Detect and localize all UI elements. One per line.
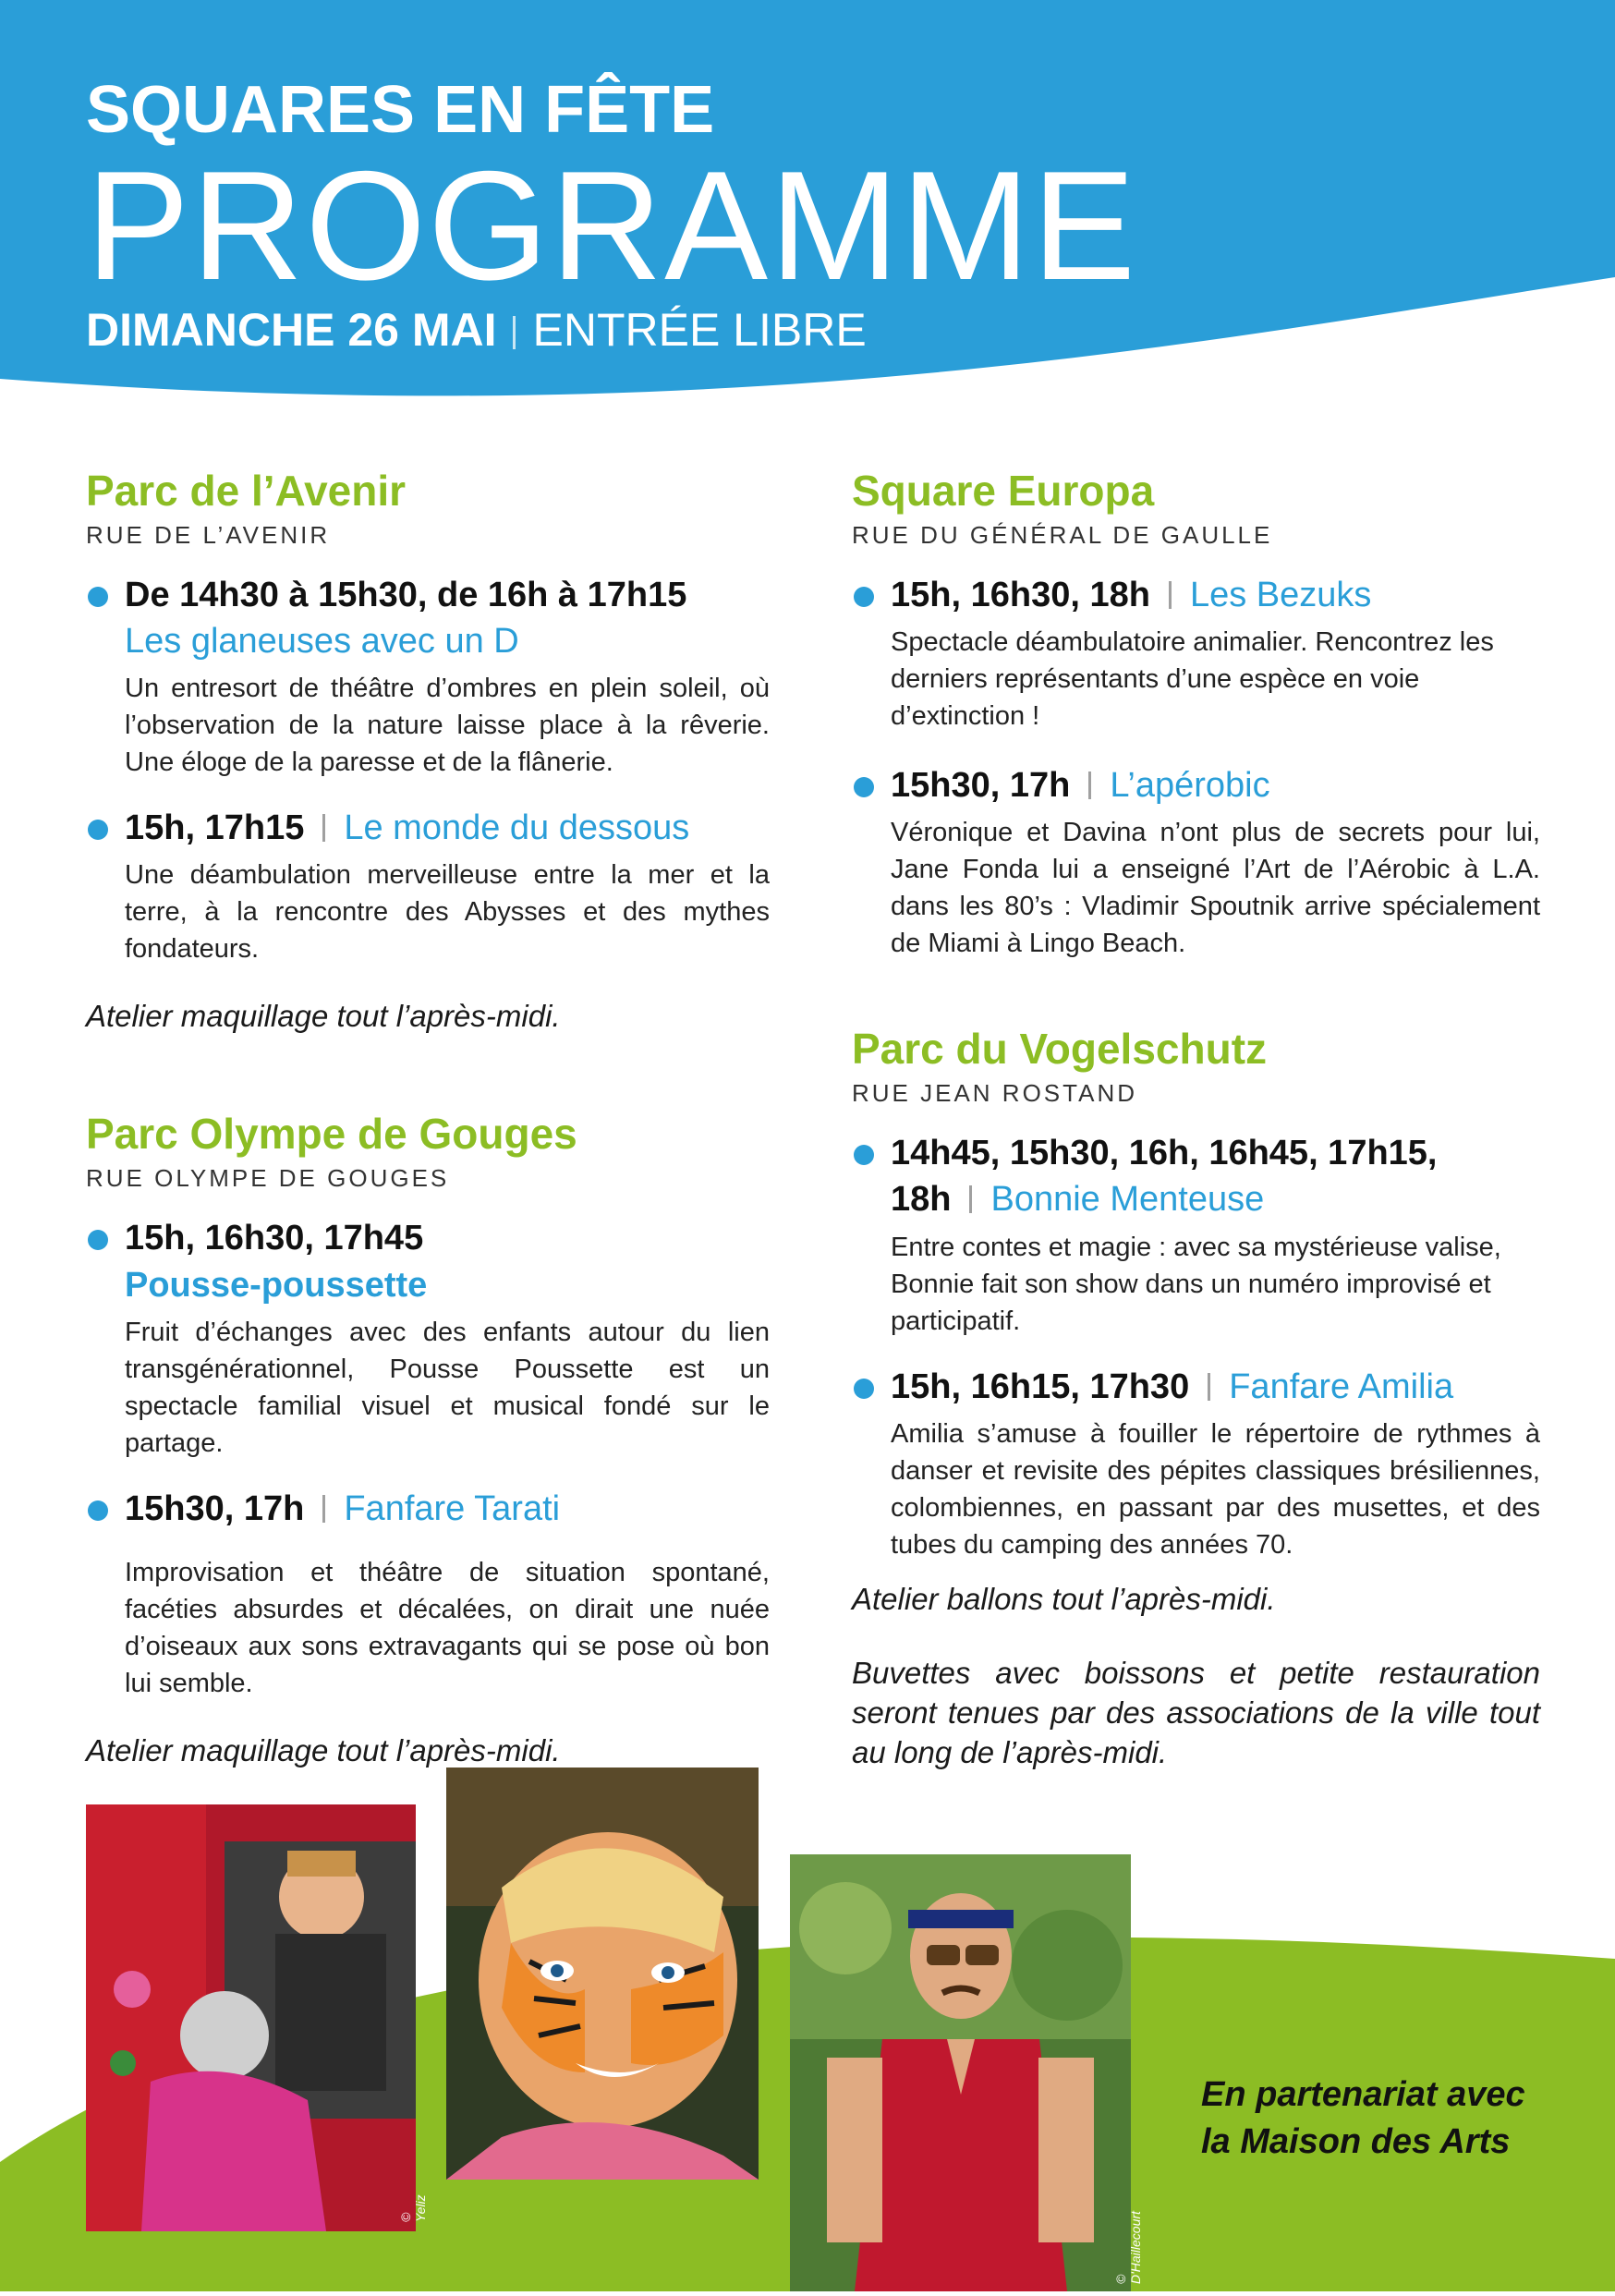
event-title: Bonnie Menteuse <box>990 1180 1265 1220</box>
park-street: RUE OLYMPE DE GOUGES <box>86 1164 450 1193</box>
bullet-icon <box>88 820 108 840</box>
event-title: Le monde du dessous <box>344 808 690 848</box>
partner-line-1: En partenariat avec <box>1201 2075 1525 2114</box>
event-time: 15h30, 17h <box>891 766 1071 806</box>
event-title: Fanfare Amilia <box>1229 1367 1454 1406</box>
header-date-line <box>86 303 867 357</box>
park-street: RUE DE L’AVENIR <box>86 520 331 549</box>
right-column <box>852 467 1540 1772</box>
event-description: Fruit d’échanges avec des enfants autour du lien transgénérationnel, Pousse Poussette est un spectacle familial visuel et musical fondé sur le partage. <box>125 1317 770 1458</box>
park-name: Parc de l’Avenir <box>86 467 407 515</box>
activity-note: Atelier maquillage tout l’après-midi. <box>86 999 561 1034</box>
event-item <box>852 1364 1540 1563</box>
event-item <box>86 1486 770 1702</box>
bullet-icon <box>88 587 108 607</box>
park-street: RUE DU GÉNÉRAL DE GAULLE <box>852 520 1273 549</box>
photo-tiger-face-child <box>446 1768 759 2180</box>
park-street: RUE JEAN ROSTAND <box>852 1079 1137 1108</box>
event-description: Véronique et Davina n’ont plus de secrets pour lui, Jane Fonda lui a enseigné l’Art de l’Aérobic à L.A. dans les 80’s : Vladimir Spoutnik arrive spécialement de Miami à Lingo Beach. <box>891 818 1540 959</box>
photo-credit: © D'Haillecourt <box>1113 2211 1143 2284</box>
event-title: Les Bezuks <box>1189 575 1372 614</box>
event-description: Spectacle déambulatoire animalier. Rencontrez les derniers représentants d’une espèce en voie d’extinction ! <box>891 627 1494 732</box>
bullet-icon <box>854 1145 874 1165</box>
bullet-icon <box>88 1500 108 1521</box>
event-time: De 14h30 à 15h30, de 16h à 17h15 <box>125 575 687 614</box>
event-item <box>86 805 770 967</box>
event-item <box>86 572 770 781</box>
event-heading <box>125 805 770 851</box>
event-description: Un entresort de théâtre d’ombres en plein soleil, où l’observation de la nature laisse place à la rêverie. Une éloge de la paresse et de la flânerie. <box>125 674 770 778</box>
separator <box>1169 581 1172 609</box>
separator <box>969 1185 972 1213</box>
separator <box>322 814 325 842</box>
event-title: L’apérobic <box>1110 766 1270 806</box>
separator <box>322 1495 325 1523</box>
header-subtitle: PROGRAMME <box>86 139 1138 312</box>
event-item <box>852 1130 1540 1339</box>
photo-face-painting-adult <box>86 1804 428 2231</box>
separator <box>1088 771 1091 799</box>
buvette-note: Buvettes avec boissons et petite restauration seront tenues par des associations de la ville tout au long de l’après-midi. <box>852 1655 1540 1769</box>
partner-text <box>1201 2071 1525 2167</box>
event-item <box>852 572 1540 735</box>
separator <box>513 316 516 349</box>
event-item <box>852 762 1540 962</box>
bullet-icon <box>88 1230 108 1250</box>
park-name: Parc du Vogelschutz <box>852 1025 1268 1074</box>
event-heading <box>891 572 1540 618</box>
event-date: DIMANCHE 26 MAI <box>86 304 497 356</box>
event-time: 15h, 16h15, 17h30 <box>891 1367 1190 1406</box>
park-name: Square Europa <box>852 467 1155 515</box>
photo-aerobic-performer <box>790 1854 1143 2291</box>
separator <box>1208 1373 1210 1401</box>
event-heading <box>125 1486 770 1532</box>
event-time: 15h, 16h30, 18h <box>891 575 1150 614</box>
event-description: Une déambulation merveilleuse entre la mer et la terre, à la rencontre des Abysses et des mythes fondateurs. <box>125 860 770 965</box>
event-heading <box>891 1364 1540 1410</box>
activity-note: Atelier ballons tout l’après-midi. <box>852 1581 1276 1616</box>
entry-info: ENTRÉE LIBRE <box>532 304 867 356</box>
event-time: 15h30, 17h <box>125 1488 305 1528</box>
event-heading <box>891 1176 1540 1222</box>
photo-credit: © Yeliz <box>398 2194 428 2222</box>
event-title: Les glaneuses avec un D <box>125 622 519 662</box>
event-heading <box>891 762 1540 808</box>
event-title: Pousse-poussette <box>125 1265 428 1305</box>
event-description: Improvisation et théâtre de situation spontané, facéties absurdes et décalées, on dirait une nuée d’oiseaux aux sons extravagants qui se pose où bon lui semble. <box>125 1557 770 1698</box>
event-time: 14h45, 15h30, 16h, 16h45, 17h15, <box>891 1134 1438 1173</box>
event-title: Fanfare Tarati <box>344 1488 561 1528</box>
event-time: 15h, 17h15 <box>125 808 305 848</box>
bullet-icon <box>854 587 874 607</box>
event-time: 18h <box>891 1180 952 1220</box>
event-description: Amilia s’amuse à fouiller le répertoire de rythmes à danser et revisite des pépites classiques brésiliennes, colombiennes, en passant par des musettes, et des tubes du camping des années 70. <box>891 1418 1540 1560</box>
bullet-icon <box>854 777 874 797</box>
event-item <box>86 1215 770 1461</box>
park-name: Parc Olympe de Gouges <box>86 1110 577 1159</box>
event-description: Entre contes et magie : avec sa mystérieuse valise, Bonnie fait son show dans un numéro improvisé et participatif. <box>891 1232 1501 1336</box>
partner-line-2: la Maison des Arts <box>1201 2122 1511 2162</box>
left-column <box>86 467 770 1768</box>
activity-note: Atelier maquillage tout l’après-midi. <box>86 1732 561 1768</box>
bullet-icon <box>854 1379 874 1399</box>
event-time: 15h, 16h30, 17h45 <box>125 1219 424 1258</box>
header-title: SQUARES EN FÊTE <box>86 73 715 147</box>
